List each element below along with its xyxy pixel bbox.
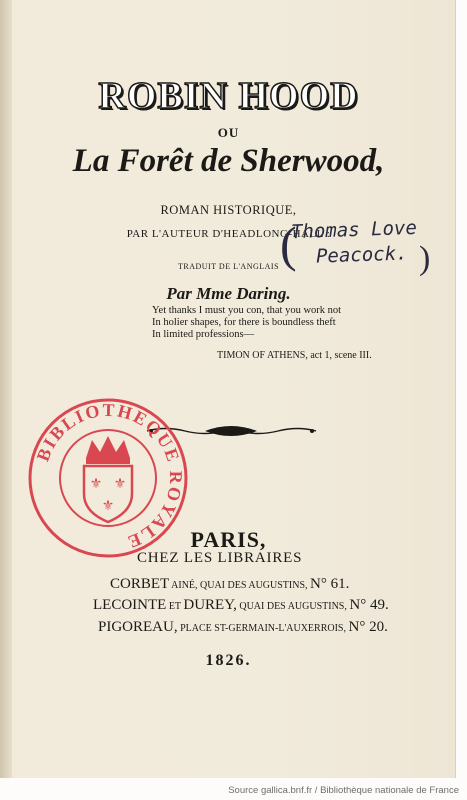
author-line: PAR L'AUTEUR D'HEADLONG-HALL : (126, 228, 331, 240)
imprint-line-lecointe (93, 597, 389, 614)
handwritten-open-bracket: ( (280, 216, 297, 272)
imprint-publisher-name: CORBET (110, 576, 170, 592)
imprint-line-libraires: CHEZ LES LIBRAIRES (137, 550, 303, 566)
imprint-number: N° 61. (310, 576, 350, 592)
epigraph-line: In limited professions— (152, 329, 255, 340)
svg-text:⚜: ⚜ (89, 477, 103, 492)
book-subtitle: La Forêt de Sherwood, (72, 143, 385, 179)
imprint-place: PARIS, (190, 527, 267, 552)
imprint-publisher-name: DUREY, (183, 597, 237, 613)
translator-line: Par Mme Daring. (166, 284, 291, 303)
imprint-address: PLACE ST-GERMAIN-L'AUXERROIS, (177, 623, 349, 634)
publication-year: 1826. (205, 652, 252, 669)
handwritten-annotation-line1: Thomas Love (290, 216, 418, 244)
imprint-line-pigoreau (98, 619, 388, 636)
source-credit: Source gallica.bnf.fr / Bibliothèque nationale de France (228, 785, 459, 796)
translated-from: TRADUIT DE L'ANGLAIS (177, 262, 280, 271)
epigraph-line: Yet thanks I must you con, that you work not (152, 305, 342, 316)
svg-text:⚜: ⚜ (113, 477, 127, 492)
book-genre: ROMAN HISTORIQUE, (160, 203, 297, 217)
imprint-address: QUAI DES AUGUSTINS, (236, 601, 350, 612)
imprint-number: N° 49. (349, 597, 389, 613)
handwritten-close-bracket: ) (419, 240, 431, 277)
handwritten-annotation-line2: Peacock. (315, 242, 408, 268)
imprint-publisher-name: LECOINTE (93, 597, 167, 613)
epigraph-line: In holier shapes, for there is boundless theft (152, 317, 336, 328)
epigraph (152, 305, 341, 341)
svg-text:BIBLIOTHEQUE ROYALE: BIBLIOTHEQUE ROYALE (32, 399, 187, 553)
svg-text:⚜: ⚜ (101, 499, 115, 514)
imprint-number: N° 20. (348, 619, 388, 635)
imprint-conjunction: ET (166, 601, 184, 612)
epigraph-reference: TIMON OF ATHENS, act 1, scene III. (217, 350, 372, 361)
imprint-line-corbet (110, 576, 349, 593)
book-title: ROBIN HOOD (98, 75, 359, 117)
title-conjunction: OU (217, 125, 240, 140)
imprint-publisher-name: PIGOREAU, (98, 619, 178, 635)
imprint-address: AINÉ, QUAI DES AUGUSTINS, (169, 580, 311, 591)
page-spine-shadow (0, 0, 12, 778)
